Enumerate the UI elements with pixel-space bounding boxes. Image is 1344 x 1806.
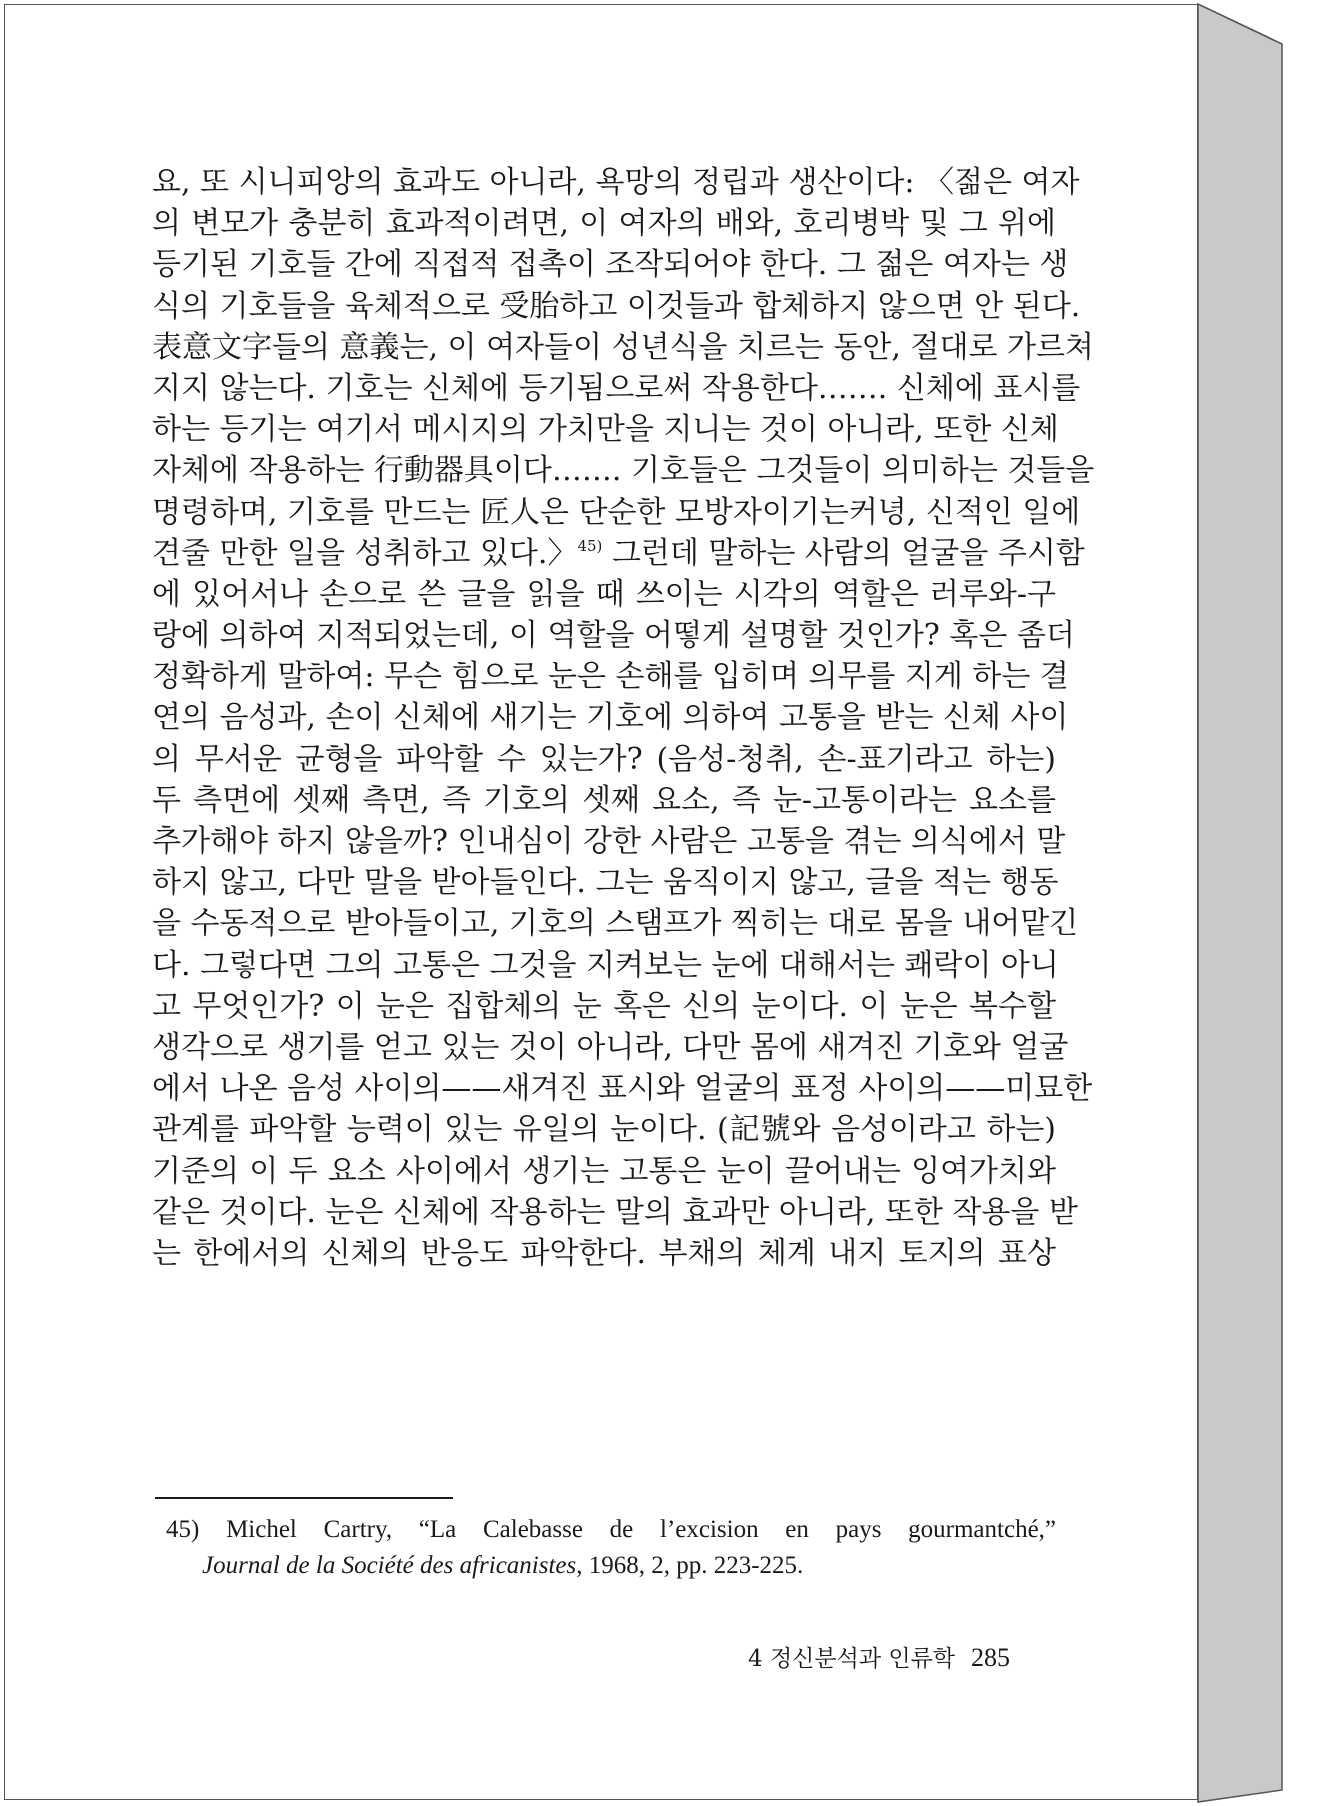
page-number: 285 [971, 1643, 1010, 1672]
text-line: 의 무서운 균형을 파악할 수 있는가? (음성-청취, 손-표기라고 하는) [152, 741, 1056, 777]
chapter-title: 4 정신분석과 인류학 [748, 1646, 955, 1672]
text-line: 연의 음성과, 손이 신체에 새기는 기호에 의하여 고통을 받는 신체 사이 [152, 700, 1069, 736]
text-line: 지지 않는다. 기호는 신체에 등기됨으로써 작용한다……. 신체에 표시를 [152, 370, 1081, 406]
running-footer [748, 1640, 1038, 1676]
text-line: 다. 그렇다면 그의 고통은 그것을 지켜보는 눈에 대해서는 쾌락이 아니 [152, 947, 1059, 983]
text-line: 자체에 작용하는 行動器具이다……. 기호들은 그것들이 의미하는 것들을 [152, 453, 1095, 489]
footnote-citation: Michel Cartry, “La Calebasse de l’excision en pays gourmantché,” [226, 1516, 1057, 1543]
text-line: 관계를 파악할 능력이 있는 유일의 눈이다. (記號와 음성이라고 하는) [152, 1112, 1056, 1148]
text-line: 고 무엇인가? 이 눈은 집합체의 눈 혹은 신의 눈이다. 이 눈은 복수할 [152, 988, 1056, 1024]
text-line: 에 있어서나 손으로 쓴 글을 읽을 때 쓰이는 시각의 역할은 러루와-구 [152, 576, 1056, 612]
text-line-with-footnote-ref [152, 533, 1085, 574]
footnote-journal-title: Journal de la Société des africanistes [202, 1552, 577, 1579]
text-line: 기준의 이 두 요소 사이에서 생기는 고통은 눈이 끌어내는 잉여가치와 [152, 1153, 1056, 1189]
footnote-divider [155, 1497, 453, 1499]
text-line: 명령하며, 기호를 만드는 匠人은 단순한 모방자이기는커녕, 신적인 일에 [152, 494, 1081, 530]
text-line: 추가해야 하지 않을까? 인내심이 강한 사람은 고통을 겪는 의식에서 말 [152, 824, 1066, 859]
text-line: 정확하게 말하여: 무슨 힘으로 눈은 손해를 입히며 의무를 지게 하는 결 [152, 659, 1069, 695]
text-line: 의 변모가 충분히 효과적이려면, 이 여자의 배와, 호리병박 및 그 위에 [152, 206, 1056, 242]
text-line: 같은 것이다. 눈은 신체에 작용하는 말의 효과만 아니라, 또한 작용을 받 [152, 1194, 1078, 1230]
text-line: 에서 나온 음성 사이의——새겨진 표시와 얼굴의 표정 사이의——미묘한 [152, 1071, 1093, 1107]
footnote-line [166, 1512, 1056, 1548]
footnote-reference[interactable]: 45) [577, 536, 603, 555]
text-line: 요, 또 시니피앙의 효과도 아니라, 욕망의 정립과 생산이다: 〈젊은 여자 [152, 165, 1080, 200]
text-line: 두 측면에 셋째 측면, 즉 기호의 셋째 요소, 즉 눈-고통이라는 요소를 [152, 782, 1056, 818]
footnote [166, 1512, 1056, 1584]
footnote-details: , 1968, 2, pp. 223-225. [576, 1552, 804, 1579]
text-line: 表意文字들의 意義는, 이 여자들이 성년식을 치르는 동안, 절대로 가르쳐 [152, 329, 1094, 365]
text-line: 식의 기호들을 육체적으로 受胎하고 이것들과 합체하지 않으면 안 된다. [152, 288, 1081, 324]
body-text [152, 162, 1095, 1274]
text-segment: 그런데 말하는 사람의 얼굴을 주시함 [602, 535, 1085, 571]
text-line: 하는 등기는 여기서 메시지의 가치만을 지니는 것이 아니라, 또한 신체 [152, 412, 1059, 448]
footnote-line [166, 1548, 1056, 1584]
text-line: 하지 않고, 다만 말을 받아들인다. 그는 움직이지 않고, 글을 적는 행동 [152, 865, 1059, 901]
text-line: 등기된 기호들 간에 직접적 접촉이 조작되어야 한다. 그 젊은 여자는 생 [152, 247, 1069, 283]
text-line: 생각으로 생기를 얻고 있는 것이 아니라, 다만 몸에 새겨진 기호와 얼굴 [152, 1029, 1069, 1065]
text-line: 을 수동적으로 받아들이고, 기호의 스탬프가 찍히는 대로 몸을 내어맡긴 [152, 906, 1079, 942]
text-segment: 견줄 만한 일을 성취하고 있다.〉 [152, 535, 578, 571]
text-line: 랑에 의하여 지적되었는데, 이 역할을 어떻게 설명할 것인가? 혹은 좀더 [152, 618, 1075, 654]
footnote-number: 45) [166, 1516, 200, 1543]
text-line: 는 한에서의 신체의 반응도 파악한다. 부채의 체계 내지 토지의 표상 [152, 1235, 1056, 1271]
